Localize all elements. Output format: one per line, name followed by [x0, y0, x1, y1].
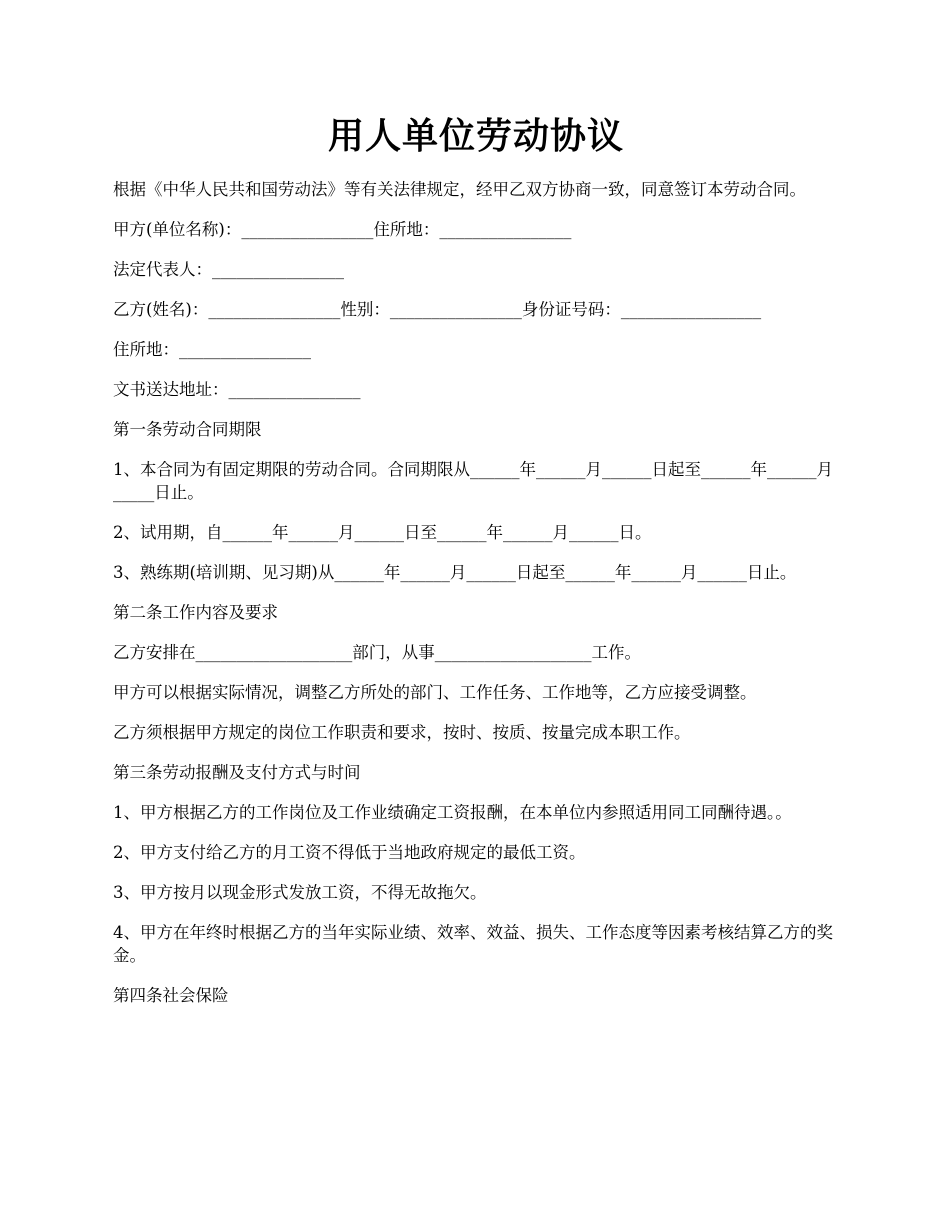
article-2-adjustment: 甲方可以根据实际情况，调整乙方所处的部门、工作任务、工作地等，乙方应接受调整。	[113, 683, 757, 702]
article-2-heading: 第二条工作内容及要求	[113, 603, 278, 622]
party-a-name-address-line: 甲方(单位名称)：________________住所地：________________	[113, 220, 572, 239]
article-4-heading: 第四条社会保险	[113, 986, 229, 1005]
article-3-heading: 第三条劳动报酬及支付方式与时间	[113, 763, 361, 782]
article-3-clause-3: 3、甲方按月以现金形式发放工资，不得无故拖欠。	[113, 883, 487, 902]
article-2-duties: 乙方须根据甲方规定的岗位工作职责和要求，按时、按质、按量完成本职工作。	[113, 723, 691, 742]
article-3-clause-4: 4、甲方在年终时根据乙方的当年实际业绩、效率、效益、损失、工作态度等因素考核结算乙方的奖金。	[113, 923, 833, 965]
document-title: 用人单位劳动协议	[327, 115, 624, 157]
intro-paragraph: 根据《中华人民共和国劳动法》等有关法律规定，经甲乙双方协商一致，同意签订本劳动合同。	[113, 180, 806, 199]
article-1-clause-2: 2、试用期，自______年______月______日至______年______月______日。	[113, 523, 652, 542]
article-2-assignment: 乙方安排在___________________部门，从事___________________工作。	[113, 643, 641, 662]
delivery-address-line: 文书送达地址：________________	[113, 380, 361, 399]
party-b-address-line: 住所地：________________	[113, 340, 311, 359]
legal-representative-line: 法定代表人：________________	[113, 260, 344, 279]
party-b-identity-line: 乙方(姓名)：________________性别：________________身份证号码：_________________	[113, 300, 762, 319]
article-3-clause-2: 2、甲方支付给乙方的月工资不得低于当地政府规定的最低工资。	[113, 843, 586, 862]
document-page	[113, 0, 839, 1007]
article-1-heading: 第一条劳动合同期限	[113, 420, 262, 439]
article-3-clause-1: 1、甲方根据乙方的工作岗位及工作业绩确定工资报酬，在本单位内参照适用同工同酬待遇。。	[113, 803, 792, 822]
article-1-clause-3: 3、熟练期(培训期、见习期)从______年______月______日起至______年______月______日止。	[113, 563, 797, 582]
article-1-clause-1: 1、本合同为有固定期限的劳动合同。合同期限从______年______月______日起至______年______月_____日止。	[113, 460, 833, 502]
